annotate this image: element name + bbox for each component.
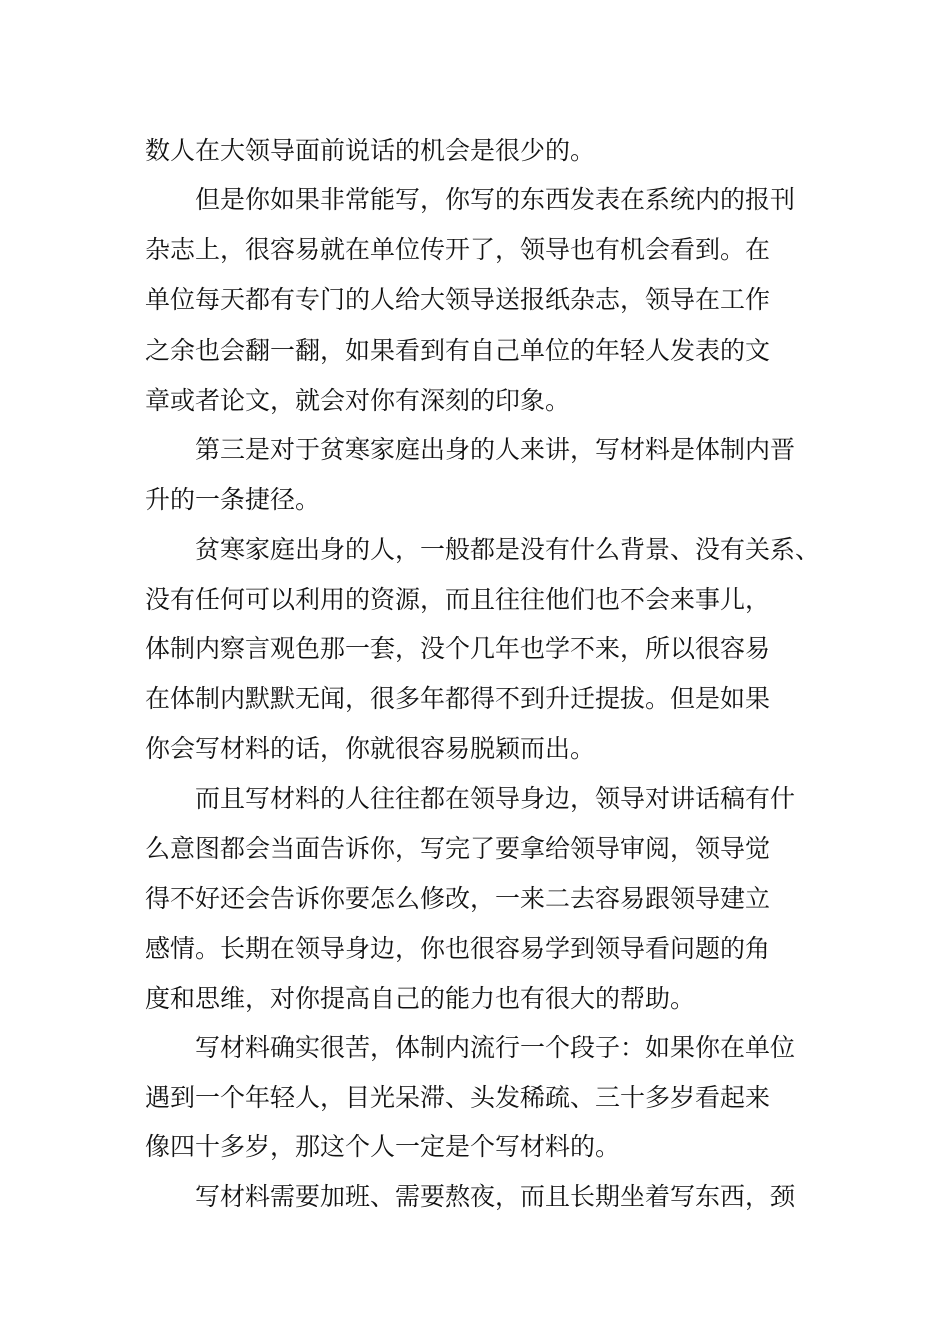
- text-line: 升的一条捷径。: [145, 485, 321, 514]
- text-line: 之余也会翻一翻，如果看到有自己单位的年轻人发表的文: [145, 336, 771, 365]
- text-line: 度和思维，对你提高自己的能力也有很大的帮助。: [145, 984, 696, 1013]
- text-line: 没有任何可以利用的资源，而且往往他们也不会来事儿，: [145, 585, 771, 614]
- paragraph-first-line: 但是你如果非常能写，你写的东西发表在系统内的报刊: [195, 185, 796, 214]
- paragraph-first-line: 第三是对于贫寒家庭出身的人来讲，写材料是体制内晋: [195, 435, 796, 464]
- text-line: 章或者论文，就会对你有深刻的印象。: [145, 386, 571, 415]
- text-line: 遇到一个年轻人，目光呆滞、头发稀疏、三十多岁看起来: [145, 1083, 771, 1112]
- text-line: 数人在大领导面前说话的机会是很少的。: [145, 136, 596, 165]
- text-line: 杂志上，很容易就在单位传开了，领导也有机会看到。在: [145, 235, 771, 264]
- paragraph-first-line: 写材料确实很苦，体制内流行一个段子：如果你在单位: [195, 1033, 796, 1062]
- text-line: 感情。长期在领导身边，你也很容易学到领导看问题的角: [145, 934, 771, 963]
- text-line: 你会写材料的话，你就很容易脱颖而出。: [145, 734, 596, 763]
- text-line: 在体制内默默无闻，很多年都得不到升迁提拔。但是如果: [145, 684, 771, 713]
- text-line: 得不好还会告诉你要怎么修改，一来二去容易跟领导建立: [145, 884, 771, 913]
- text-line: 体制内察言观色那一套，没个几年也学不来，所以很容易: [145, 634, 771, 663]
- text-line: 单位每天都有专门的人给大领导送报纸杂志，领导在工作: [145, 285, 771, 314]
- text-line: 么意图都会当面告诉你，写完了要拿给领导审阅，领导觉: [145, 834, 771, 863]
- text-line: 像四十多岁，那这个人一定是个写材料的。: [145, 1132, 621, 1161]
- paragraph-first-line: 贫寒家庭出身的人，一般都是没有什么背景、没有关系、: [195, 535, 821, 564]
- paragraph-first-line: 写材料需要加班、需要熬夜，而且长期坐着写东西，颈: [195, 1182, 796, 1211]
- paragraph-first-line: 而且写材料的人往往都在领导身边，领导对讲话稿有什: [195, 784, 796, 813]
